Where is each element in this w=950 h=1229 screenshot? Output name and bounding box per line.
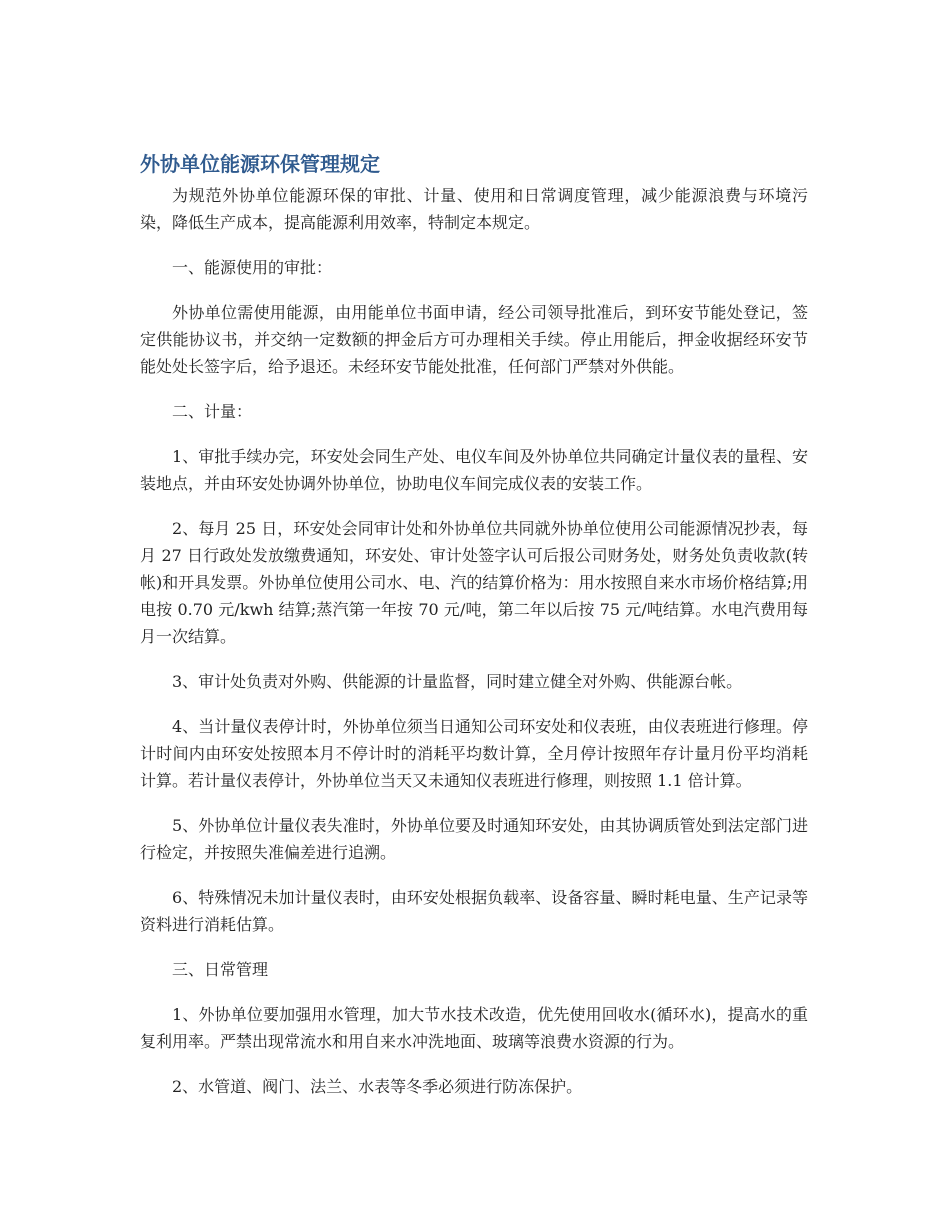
metering-item-5: 5、外协单位计量仪表失准时，外协单位要及时通知环安处，由其协调质管处到法定部门进行检定，并按照失准偏差进行追溯。: [140, 816, 808, 862]
metering-item-3: 3、审计处负责对外购、供能源的计量监督，同时建立健全对外购、供能源台帐。: [172, 672, 743, 691]
intro-paragraph: 为规范外协单位能源环保的审批、计量、使用和日常调度管理，减少能源浪费与环境污染，降低生产成本，提高能源利用效率，特制定本规定。: [140, 186, 808, 232]
approval-paragraph: 外协单位需使用能源，由用能单位书面申请，经公司领导批准后，到环安节能处登记，签定供能协议书，并交纳一定数额的押金后方可办理相关手续。停止用能后，押金收据经环安节能处处长签字后，给予退还。未经环安节能处批准，任何部门严禁对外供能。: [140, 303, 808, 376]
section-heading-daily-management: 三、日常管理: [172, 960, 269, 979]
daily-management-item-1: 1、外协单位要加强用水管理，加大节水技术改造，优先使用回收水(循环水)，提高水的重复利用率。严禁出现常流水和用自来水冲洗地面、玻璃等浪费水资源的行为。: [140, 1005, 808, 1051]
document-title: 外协单位能源环保管理规定: [140, 152, 380, 176]
daily-management-item-2: 2、水管道、阀门、法兰、水表等冬季必须进行防冻保护。: [172, 1077, 583, 1096]
section-heading-metering: 二、计量：: [172, 402, 253, 421]
document-page: [140, 150, 808, 1118]
metering-item-4: 4、当计量仪表停计时，外协单位须当日通知公司环安处和仪表班，由仪表班进行修理。停计时间内由环安处按照本月不停计时的消耗平均数计算，全月停计按照年存计量月份平均消耗计算。若计量仪表停计，外协单位当天又未通知仪表班进行修理，则按照 1.1 倍计算。: [140, 717, 808, 790]
metering-item-6: 6、特殊情况未加计量仪表时，由环安处根据负载率、设备容量、瞬时耗电量、生产记录等资料进行消耗估算。: [140, 888, 808, 934]
section-heading-approval: 一、能源使用的审批：: [172, 258, 333, 277]
metering-item-1: 1、审批手续办完，环安处会同生产处、电仪车间及外协单位共同确定计量仪表的量程、安装地点，并由环安处协调外协单位，协助电仪车间完成仪表的安装工作。: [140, 447, 808, 493]
metering-item-2: 2、每月 25 日，环安处会同审计处和外协单位共同就外协单位使用公司能源情况抄表，每月 27 日行政处发放缴费通知，环安处、审计处签字认可后报公司财务处，财务处负责收款(转帐)和开具发票。外协单位使用公司水、电、汽的结算价格为：用水按照自来水市场价格结算;用电按 0.70 元/kwh 结算;蒸汽第一年按 70 元/吨，第二年以后按 75 元/吨结算。水电汽费用每月一次结算。: [140, 519, 808, 646]
